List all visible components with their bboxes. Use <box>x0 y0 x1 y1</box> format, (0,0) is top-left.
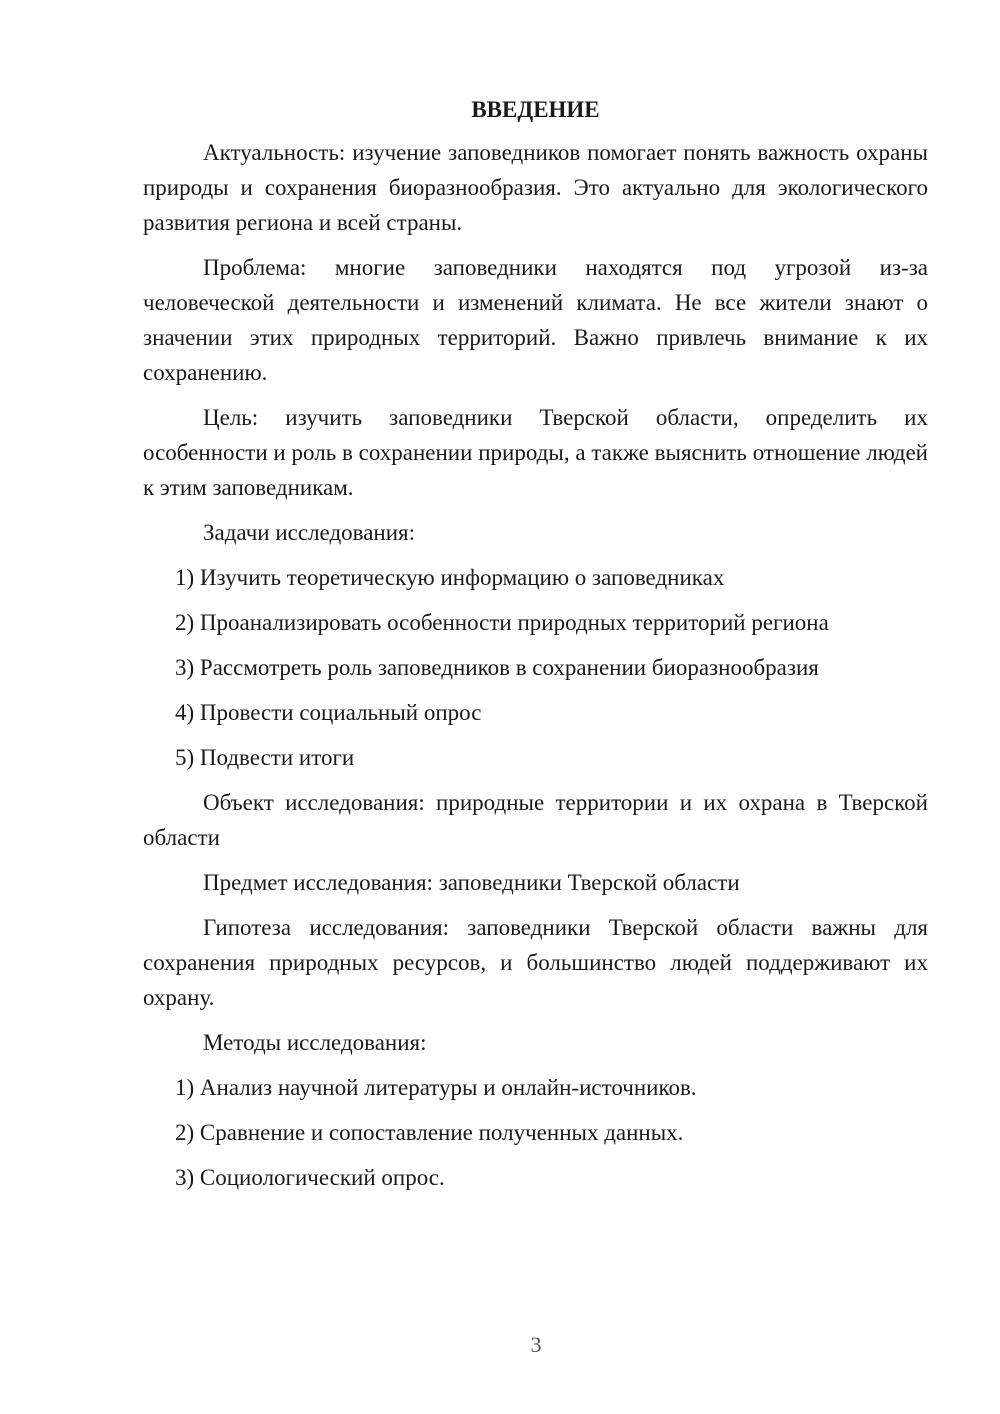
relevance-paragraph: Актуальность: изучение заповедников помогает понять важность охраны природы и сохранения биоразнообразия. Это актуально для экологического развития региона и всей страны. <box>143 140 928 235</box>
methods-heading: Методы исследования: <box>203 1030 427 1055</box>
task-item: 4) Провести социальный опрос <box>175 700 482 725</box>
page-number: 3 <box>530 1332 542 1357</box>
problem-paragraph: Проблема: многие заповедники находятся под угрозой из-за человеческой деятельности и изменений климата. Не все жители знают о значении этих природных территорий. Важно привлечь внимание к их сохранению. <box>143 255 928 385</box>
section-title: ВВЕДЕНИЕ <box>471 97 600 122</box>
goal-paragraph: Цель: изучить заповедники Тверской области, определить их особенности и роль в сохранении природы, а также выяснить отношение людей к этим заповедникам. <box>143 405 928 500</box>
task-item: 3) Рассмотреть роль заповедников в сохранении биоразнообразия <box>175 655 819 680</box>
task-item: 5) Подвести итоги <box>175 745 355 770</box>
tasks-heading: Задачи исследования: <box>203 520 416 545</box>
document-body <box>143 92 928 1205</box>
method-item: 2) Сравнение и сопоставление полученных данных. <box>175 1120 684 1145</box>
subject-paragraph: Предмет исследования: заповедники Тверской области <box>203 870 740 895</box>
hypothesis-paragraph: Гипотеза исследования: заповедники Тверской области важны для сохранения природных ресурсов, и большинство людей поддерживают их охрану. <box>143 915 928 1010</box>
task-item: 2) Проанализировать особенности природных территорий региона <box>175 610 829 635</box>
object-paragraph: Объект исследования: природные территории и их охрана в Тверской области <box>143 790 928 850</box>
task-item: 1) Изучить теоретическую информацию о заповедниках <box>175 565 725 590</box>
method-item: 3) Социологический опрос. <box>175 1165 445 1190</box>
method-item: 1) Анализ научной литературы и онлайн-источников. <box>175 1075 697 1100</box>
